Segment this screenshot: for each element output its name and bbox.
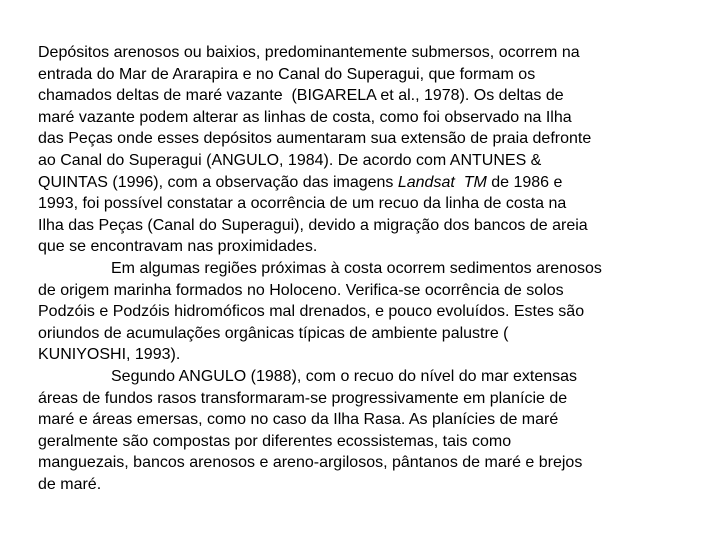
text-run: QUINTAS (1996), com a observação das imagens	[38, 173, 398, 191]
text-line: Depósitos arenosos ou baixios, predominantemente submersos, ocorrem na	[38, 44, 580, 61]
text-line: oriundos de acumulações orgânicas típicas de ambiente palustre (	[38, 324, 509, 342]
text-line: Ilha das Peças (Canal do Superagui), devido a migração dos bancos de areia	[38, 216, 588, 234]
text-line: Em algumas regiões próximas à costa ocorrem sedimentos arenosos	[111, 259, 602, 277]
text-line: das Peças onde esses depósitos aumentaram sua extensão de praia defronte	[38, 130, 592, 148]
text-line: de maré.	[38, 475, 102, 493]
paragraph-1	[38, 42, 700, 258]
text-line: maré vazante podem alterar as linhas de costa, como foi observado na Ilha	[38, 108, 572, 126]
text-line: Segundo ANGULO (1988), com o recuo do nível do mar extensas	[111, 367, 578, 385]
text-line: manguezais, bancos arenosos e areno-argilosos, pântanos de maré e brejos	[38, 454, 583, 472]
text-run: de 1986 e	[486, 173, 563, 191]
text-line: ao Canal do Superagui (ANGULO, 1984). De acordo com ANTUNES &	[38, 151, 542, 169]
document-body	[38, 42, 700, 495]
paragraph-2	[38, 258, 700, 366]
italic-term-landsat-tm: Landsat TM	[397, 173, 487, 191]
text-line: áreas de fundos rasos transformaram-se progressivamente em planície de	[38, 389, 568, 407]
text-line: que se encontravam nas proximidades.	[38, 238, 318, 256]
text-line	[38, 172, 700, 194]
text-line: chamados deltas de maré vazante (BIGARELA et al., 1978). Os deltas de	[38, 87, 564, 105]
text-line: Podzóis e Podzóis hidromóficos mal drenados, e pouco evoluídos. Estes são	[38, 303, 585, 321]
text-line: maré e áreas emersas, como no caso da Ilha Rasa. As planícies de maré	[38, 411, 559, 429]
text-line: 1993, foi possível constatar a ocorrência de um recuo da linha de costa na	[38, 195, 567, 213]
paragraph-3	[38, 366, 700, 496]
text-line: geralmente são compostas por diferentes ecossistemas, tais como	[38, 432, 512, 450]
text-line: de origem marinha formados no Holoceno. Verifica-se ocorrência de solos	[38, 281, 564, 299]
text-line: KUNIYOSHI, 1993).	[38, 346, 181, 364]
text-line: entrada do Mar de Ararapira e no Canal do Superagui, que formam os	[38, 65, 536, 83]
